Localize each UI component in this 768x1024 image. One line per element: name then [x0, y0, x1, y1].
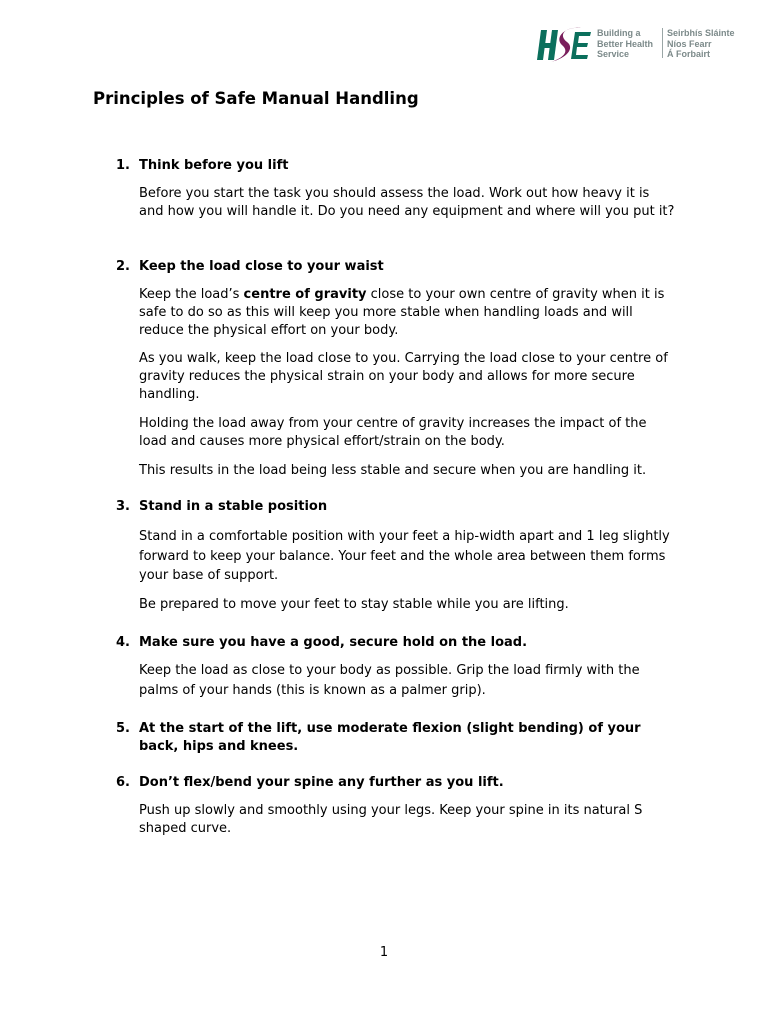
page-number: 1	[379, 945, 389, 960]
item-heading: Think before you lift	[139, 158, 289, 173]
paragraph-text: Keep the load’s	[139, 287, 244, 302]
hse-logo-mark	[537, 24, 593, 66]
item-heading: Stand in a stable position	[139, 499, 328, 514]
hse-logo	[537, 24, 747, 66]
document-title: Principles of Safe Manual Handling	[93, 89, 419, 108]
paragraph-text: close to your own centre of gravity when it is safe to do so as this will keep you more stable when handling loads and will reduce the physical effort on your body.	[139, 287, 665, 339]
item-paragraph: Keep the load as close to your body as possible. Grip the load firmly with the palms of your hands (this is known as a palmer grip).	[139, 663, 640, 698]
item-number: 6.	[116, 775, 130, 790]
bold-term: centre of gravity	[243, 287, 367, 302]
item-number: 1.	[116, 158, 130, 173]
item-paragraph	[139, 286, 676, 341]
item-paragraph: Push up slowly and smoothly using your legs. Keep your spine in its natural S shaped curve.	[139, 803, 643, 837]
item-paragraph: As you walk, keep the load close to you. Carrying the load close to your centre of gravity reduces the physical strain on your body and allows for more secure handling.	[139, 351, 668, 403]
item-paragraph: Stand in a comfortable position with your feet a hip-width apart and 1 leg slightly forward to keep your balance. Your feet and the whole area between them forms your base of support.	[139, 529, 670, 583]
item-number: 2.	[116, 259, 130, 274]
item-paragraph: Holding the load away from your centre of gravity increases the impact of the load and causes more physical effort/strain on the body.	[139, 416, 647, 450]
logo-tagline-irish: Seirbhís Sláinte Níos Fearr Á Forbairt	[667, 28, 735, 59]
item-heading: Make sure you have a good, secure hold on the load.	[139, 635, 528, 650]
item-heading: Keep the load close to your waist	[139, 259, 384, 274]
item-paragraph: This results in the load being less stable and secure when you are handling it.	[139, 463, 647, 478]
item-heading: At the start of the lift, use moderate flexion (slight bending) of your back, hips and knees.	[139, 721, 641, 754]
item-number: 3.	[116, 499, 130, 514]
logo-tagline-english: Building a Better Health Service	[597, 28, 654, 59]
item-heading: Don’t flex/bend your spine any further as you lift.	[139, 775, 504, 790]
item-paragraph: Before you start the task you should assess the load. Work out how heavy it is and how you will handle it. Do you need any equipment and where will you put it?	[139, 186, 675, 220]
item-number: 4.	[116, 635, 130, 650]
item-paragraph: Be prepared to move your feet to stay stable while you are lifting.	[139, 597, 569, 612]
logo-divider	[662, 28, 663, 58]
item-number: 5.	[116, 721, 130, 736]
